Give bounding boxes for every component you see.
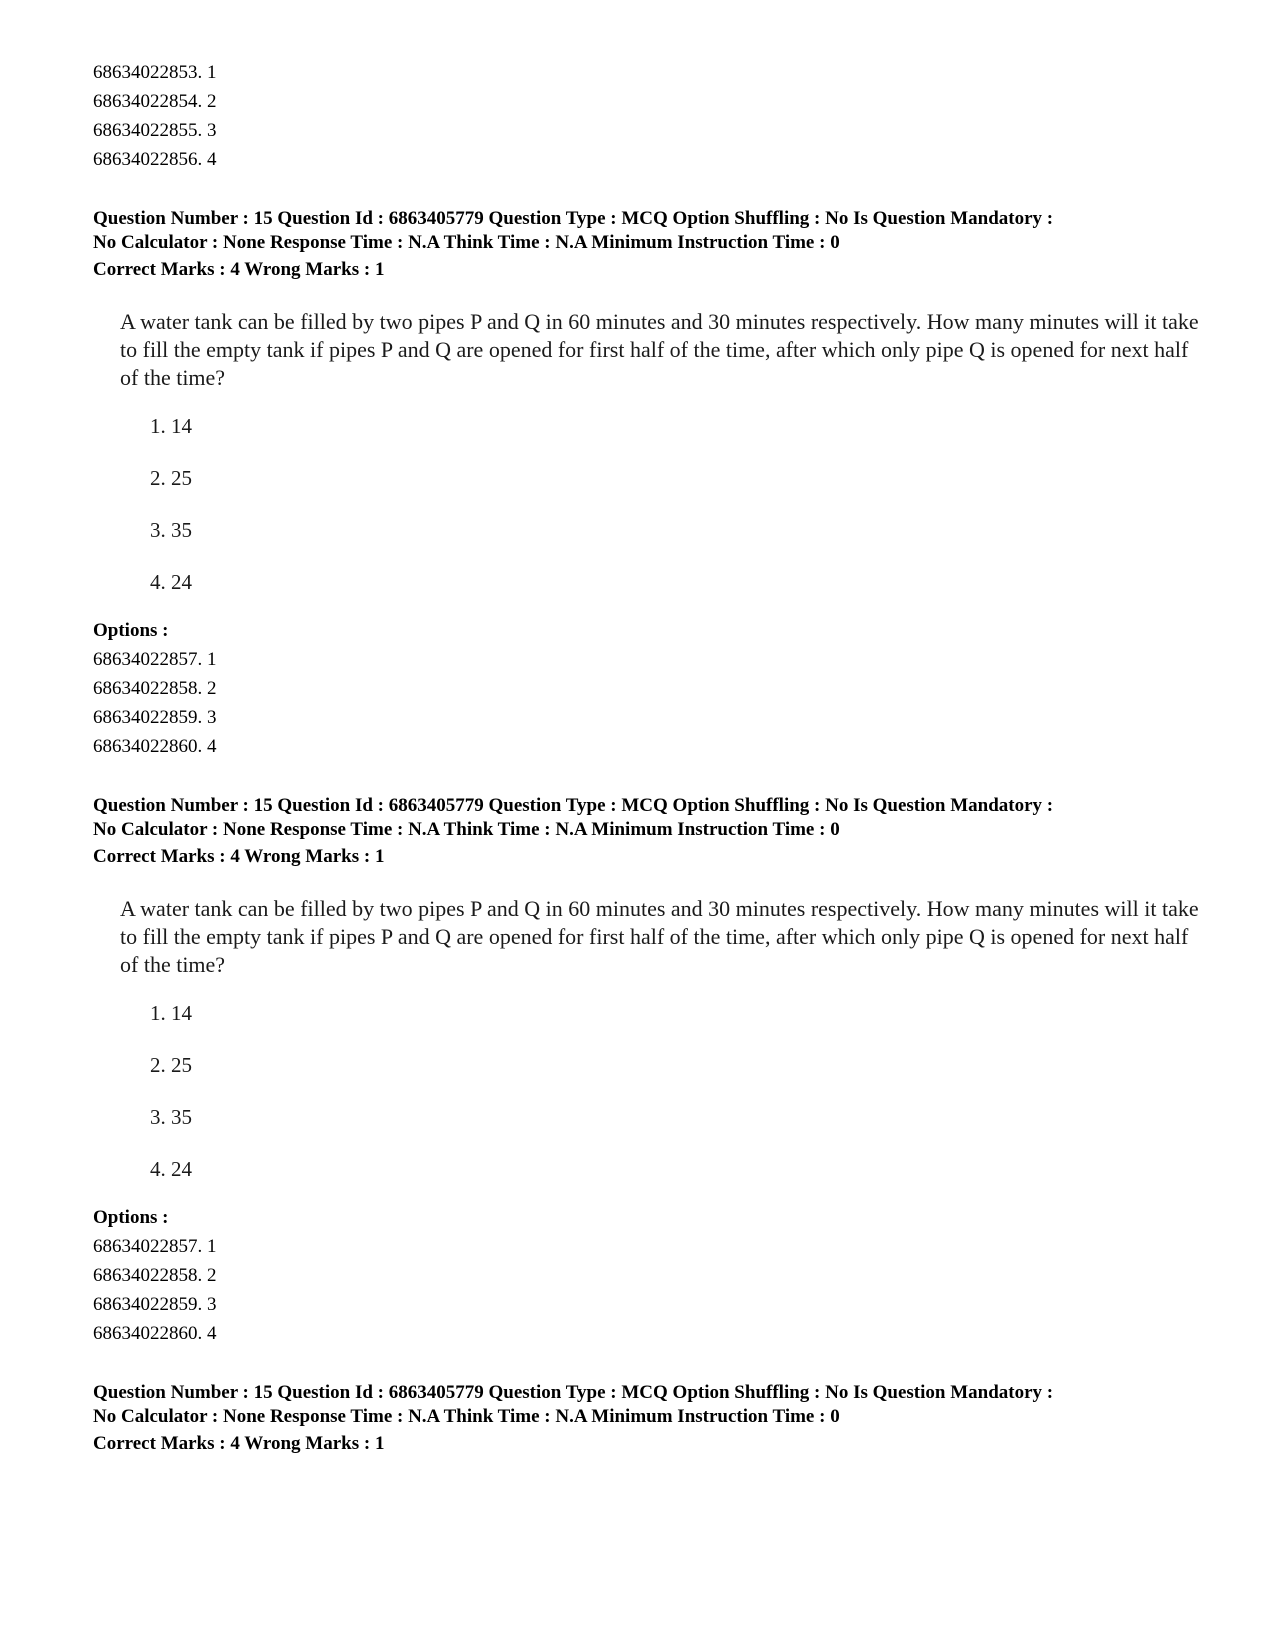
option-line: 68634022860. 4 [93,736,217,757]
options-label: Options : [93,1207,169,1228]
question-header-line: No Calculator : None Response Time : N.A Think Time : N.A Minimum Instruction Time : 0 [93,819,840,840]
option-line: 68634022860. 4 [93,1323,217,1344]
question-marks: Correct Marks : 4 Wrong Marks : 1 [93,1433,385,1454]
answer-choice: 3. 35 [150,518,192,542]
option-line: 68634022856. 4 [93,149,217,170]
question-header-line: Question Number : 15 Question Id : 6863405779 Question Type : MCQ Option Shuffling : No Is Question Mandatory : [93,1382,1054,1403]
question-header [93,1381,1213,1429]
answer-choice: 1. 14 [150,1001,192,1025]
options-list [93,645,217,761]
option-line: 68634022858. 2 [93,1265,217,1286]
options-list [93,1232,217,1348]
answer-choice: 3. 35 [150,1105,192,1129]
question-header [93,794,1213,842]
answer-choice: 2. 25 [150,466,192,490]
question-marks: Correct Marks : 4 Wrong Marks : 1 [93,846,385,867]
question-header-line: No Calculator : None Response Time : N.A Think Time : N.A Minimum Instruction Time : 0 [93,1406,840,1427]
options-label: Options : [93,620,169,641]
question-header-line: Question Number : 15 Question Id : 6863405779 Question Type : MCQ Option Shuffling : No Is Question Mandatory : [93,208,1054,229]
question-text: A water tank can be filled by two pipes P and Q in 60 minutes and 30 minutes respectively. How many minutes will it take to fill the empty tank if pipes P and Q are opened for first half of the time, after which only pipe Q is opened for next half of the time? [120,309,1199,390]
answer-choice: 1. 14 [150,414,192,438]
option-line: 68634022859. 3 [93,1294,217,1315]
option-line: 68634022854. 2 [93,91,217,112]
question-marks: Correct Marks : 4 Wrong Marks : 1 [93,259,385,280]
answer-choice: 4. 24 [150,1157,192,1181]
option-line: 68634022858. 2 [93,678,217,699]
option-line: 68634022853. 1 [93,62,217,83]
question-text: A water tank can be filled by two pipes P and Q in 60 minutes and 30 minutes respectively. How many minutes will it take to fill the empty tank if pipes P and Q are opened for first half of the time, after which only pipe Q is opened for next half of the time? [120,896,1199,977]
top-options-list [93,58,217,174]
question-header-line: No Calculator : None Response Time : N.A Think Time : N.A Minimum Instruction Time : 0 [93,232,840,253]
answer-choice: 2. 25 [150,1053,192,1077]
option-line: 68634022857. 1 [93,649,217,670]
answer-choice: 4. 24 [150,570,192,594]
question-header [93,207,1213,255]
question-header-line: Question Number : 15 Question Id : 6863405779 Question Type : MCQ Option Shuffling : No Is Question Mandatory : [93,795,1054,816]
option-line: 68634022859. 3 [93,707,217,728]
option-line: 68634022857. 1 [93,1236,217,1257]
option-line: 68634022855. 3 [93,120,217,141]
